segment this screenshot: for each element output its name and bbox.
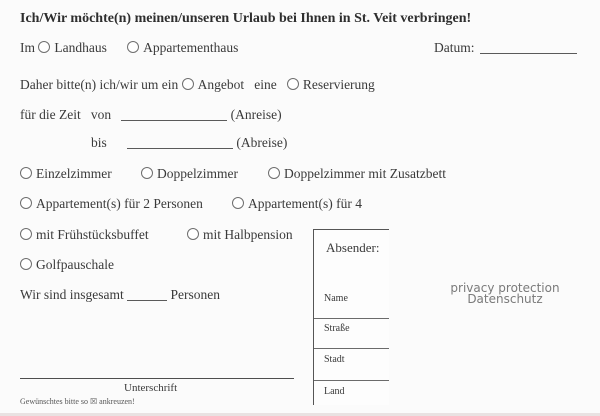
apartment-option-label: Appartement(s) für 4 <box>248 196 362 211</box>
radio-icon[interactable] <box>20 228 32 240</box>
apartment-option-4[interactable] <box>232 196 362 212</box>
room-option-doppelzimmer[interactable] <box>141 166 238 182</box>
signature-line[interactable] <box>20 378 294 379</box>
accommodation-row <box>20 40 238 56</box>
persons-row <box>20 287 220 303</box>
board-option-label: mit Halbpension <box>203 227 293 242</box>
accommodation-prefix: Im <box>20 40 35 55</box>
radio-icon[interactable] <box>20 167 32 179</box>
period-label: für die Zeit <box>20 107 81 122</box>
sender-field-name: Name <box>324 293 348 304</box>
room-option-zusatzbett[interactable] <box>268 166 446 182</box>
request-connector: eine <box>254 77 277 92</box>
footnote-text-before: Gewünschtes bitte so <box>20 397 88 406</box>
sender-box <box>313 229 389 405</box>
privacy-line-1: privacy protection <box>450 281 560 295</box>
option-appartementhaus-label: Appartementhaus <box>143 40 239 55</box>
request-type-text: Daher bitte(n) ich/wir um ein <box>20 77 179 92</box>
room-option-einzelzimmer[interactable] <box>20 166 112 182</box>
golf-option[interactable] <box>20 257 114 273</box>
from-label: von <box>90 107 112 122</box>
period-from-row <box>20 107 282 123</box>
option-angebot-label: Angebot <box>197 77 245 92</box>
sender-field-city: Stadt <box>324 354 345 365</box>
board-option-label: mit Frühstücksbuffet <box>36 227 149 242</box>
departure-note: (Abreise) <box>236 135 288 150</box>
radio-icon[interactable] <box>20 197 32 209</box>
request-type-row <box>20 77 375 93</box>
radio-reservierung[interactable] <box>287 78 299 90</box>
room-option-label: Einzelzimmer <box>36 166 112 181</box>
sender-name-line[interactable] <box>314 318 389 319</box>
signature-label: Unterschrift <box>124 382 178 394</box>
board-option-halbpension[interactable] <box>187 227 293 243</box>
golf-option-label: Golfpauschale <box>36 257 114 272</box>
radio-icon[interactable] <box>20 258 32 270</box>
date-input-line[interactable] <box>480 41 577 54</box>
board-option-fruehstueck[interactable] <box>20 227 149 243</box>
footnote <box>20 397 135 407</box>
arrival-date-line[interactable] <box>121 108 227 121</box>
arrival-note: (Anreise) <box>230 107 282 122</box>
sender-field-country: Land <box>324 386 345 397</box>
sender-field-street: Straße <box>324 323 350 334</box>
persons-prefix: Wir sind insgesamt <box>20 287 124 302</box>
radio-icon[interactable] <box>187 228 199 240</box>
privacy-notice <box>420 283 590 305</box>
radio-icon[interactable] <box>141 167 153 179</box>
to-label: bis <box>91 135 107 150</box>
room-option-label: Doppelzimmer mit Zusatzbett <box>284 166 446 181</box>
option-reservierung-label: Reservierung <box>302 77 375 92</box>
date-label: Datum: <box>434 40 475 55</box>
privacy-line-2: Datenschutz <box>467 292 543 306</box>
persons-suffix: Personen <box>170 287 220 302</box>
footnote-text-after: ankreuzen! <box>99 397 135 406</box>
period-to-row <box>91 135 287 151</box>
sender-city-line[interactable] <box>314 380 389 381</box>
radio-icon[interactable] <box>232 197 244 209</box>
radio-angebot[interactable] <box>182 78 194 90</box>
date-field <box>434 40 577 56</box>
radio-appartementhaus[interactable] <box>127 41 139 53</box>
departure-date-line[interactable] <box>127 136 233 149</box>
option-landhaus-label: Landhaus <box>54 40 107 55</box>
apartment-option-label: Appartement(s) für 2 Personen <box>36 196 203 211</box>
apartment-option-2[interactable] <box>20 196 203 212</box>
sender-title: Absender: <box>326 240 380 255</box>
room-option-label: Doppelzimmer <box>157 166 238 181</box>
card-heading: Ich/Wir möchte(n) meinen/unseren Urlaub bei Ihnen in St. Veit verbringen! <box>20 11 472 26</box>
persons-count-line[interactable] <box>127 288 167 301</box>
radio-icon[interactable] <box>268 167 280 179</box>
sender-street-line[interactable] <box>314 348 389 349</box>
checkbox-example-icon: ☒ <box>90 397 98 406</box>
radio-landhaus[interactable] <box>38 41 50 53</box>
